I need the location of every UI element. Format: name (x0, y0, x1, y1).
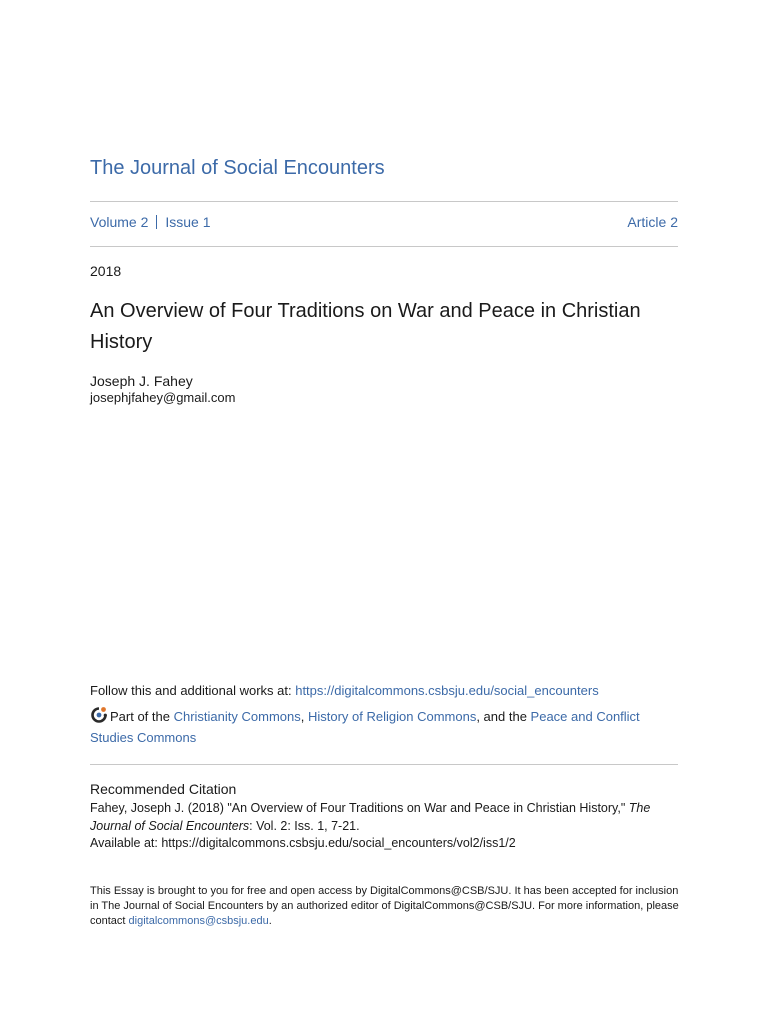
recommended-citation-heading: Recommended Citation (90, 781, 237, 797)
part-of-separator-1: , (300, 709, 308, 724)
citation-divider (90, 764, 678, 765)
issue-link[interactable]: Issue 1 (165, 214, 211, 230)
article-title: An Overview of Four Traditions on War and Peace in Christian History (90, 300, 641, 353)
history-of-religion-commons-link[interactable]: History of Religion Commons (307, 709, 477, 724)
citation-text-part-1: Fahey, Joseph J. (2018) "An Overview of Four Traditions on War and Peace in Christian History," (90, 801, 629, 815)
collection-url-link[interactable]: https://digitalcommons.csbsju.edu/social_encounters (295, 683, 599, 698)
author-email: josephjfahey@gmail.com (90, 390, 236, 405)
publication-year: 2018 (90, 263, 122, 279)
article-number-link[interactable]: Article 2 (627, 214, 678, 230)
author-name: Joseph J. Fahey (90, 373, 193, 389)
header-divider-bottom (90, 246, 678, 247)
volume-issue-separator (156, 215, 157, 229)
header-divider-top (90, 201, 678, 202)
citation-text-part-2: : Vol. 2: Iss. 1, 7-21. (249, 818, 360, 833)
citation-text (90, 800, 680, 853)
citation-journal-title: The Journal of Social Encounters (90, 801, 651, 833)
access-notice-end: . (268, 915, 272, 927)
issue-bar (90, 214, 678, 230)
part-of-separator-2: , and the (476, 709, 531, 724)
journal-title[interactable]: The Journal of Social Encounters (90, 157, 385, 179)
citation-available-at: Available at: https://digitalcommons.csbsju.edu/social_encounters/vol2/iss1/2 (90, 836, 516, 850)
access-notice (90, 884, 680, 929)
part-of-line (90, 706, 680, 748)
follow-line (90, 683, 599, 698)
follow-prefix: Follow this and additional works at: (90, 683, 296, 698)
christianity-commons-link[interactable]: Christianity Commons (173, 709, 301, 724)
volume-link[interactable]: Volume 2 (90, 214, 149, 230)
contact-email-link[interactable]: digitalcommons@csbsju.edu (128, 915, 269, 927)
peace-conflict-studies-commons-link[interactable]: Peace and Conflict Studies Commons (90, 709, 640, 745)
access-notice-text: This Essay is brought to you for free and open access by DigitalCommons@CSB/SJU. It has been accepted for inclusion in The Journal of Social Encounters by an authorized editor of DigitalCommons@CSB/SJU. For more information, please contact (90, 885, 679, 927)
commons-network-icon (90, 706, 108, 724)
part-of-prefix: Part of the (110, 709, 174, 724)
